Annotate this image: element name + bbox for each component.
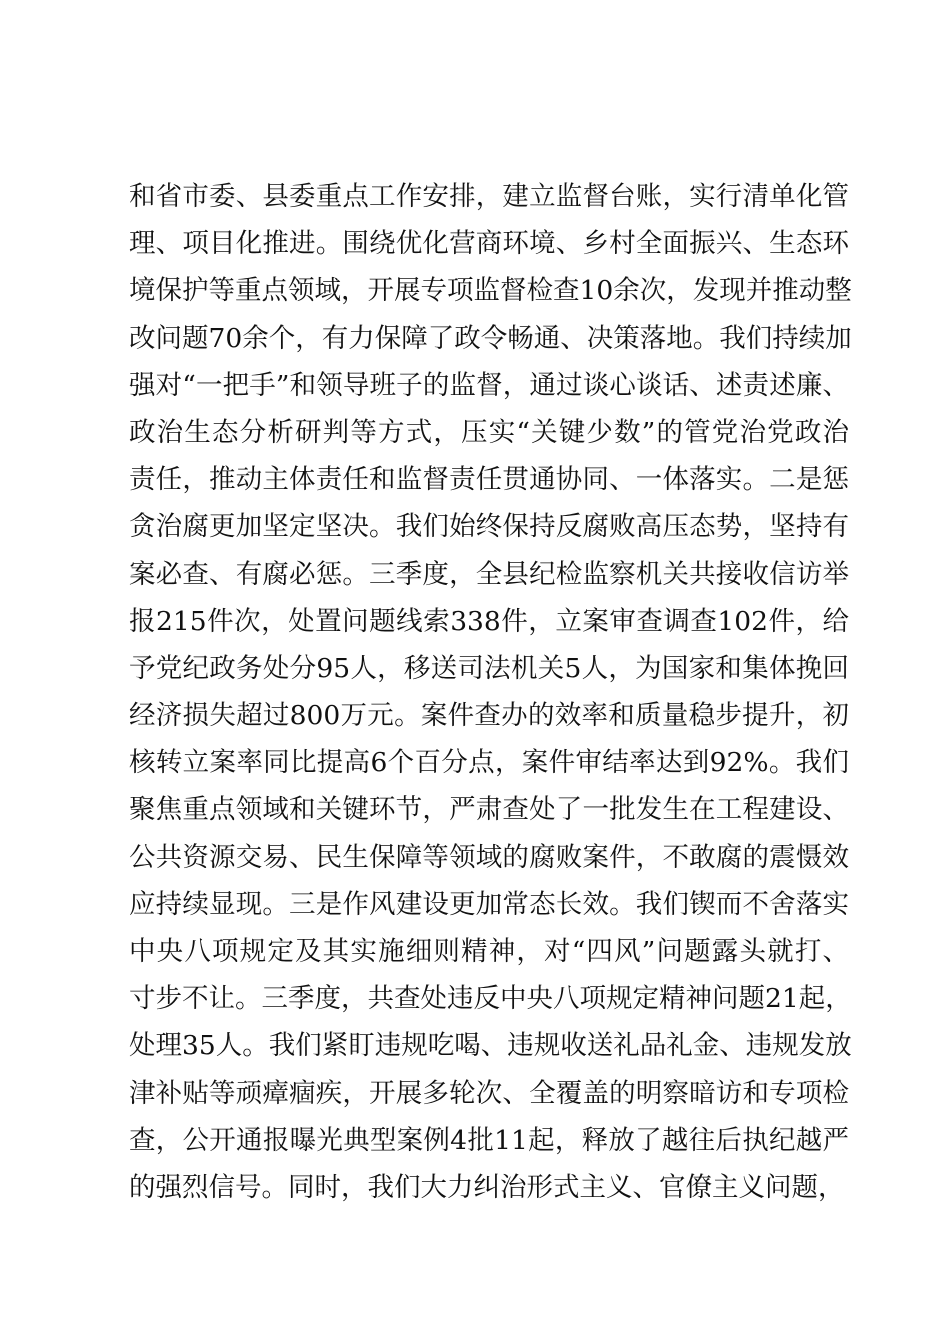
text-line-18: 寸步不让。三季度，共查处违反中央八项规定精神问题21起， — [129, 983, 852, 1015]
text-line-13: 核转立案率同比提高6个百分点，案件审结率达到92%。我们 — [129, 747, 849, 779]
text-line-6: 政治生态分析研判等方式，压实“关键少数”的管党治党政治 — [129, 416, 849, 448]
text-line-20: 津补贴等顽瘴痼疾，开展多轮次、全覆盖的明察暗访和专项检 — [129, 1077, 849, 1109]
text-line-21: 查，公开通报曝光典型案例4批11起，释放了越往后执纪越严 — [129, 1124, 849, 1156]
text-line-11: 予党纪政务处分95人，移送司法机关5人，为国家和集体挽回 — [129, 652, 849, 684]
text-line-10: 报215件次，处置问题线索338件，立案审查调查102件，给 — [129, 605, 849, 637]
text-line-9: 案必查、有腐必惩。三季度，全县纪检监察机关共接收信访举 — [129, 558, 849, 590]
text-line-17: 中央八项规定及其实施细则精神，对“四风”问题露头就打、 — [129, 936, 849, 967]
text-line-22: 的强烈信号。同时，我们大力纠治形式主义、官僚主义问题， — [129, 1171, 845, 1203]
text-line-15: 公共资源交易、民生保障等领域的腐败案件，不敢腐的震慑效 — [129, 841, 849, 873]
text-line-1: 和省市委、县委重点工作安排，建立监督台账，实行清单化管 — [129, 181, 849, 212]
text-line-14: 聚焦重点领域和关键环节，严肃查处了一批发生在工程建设、 — [129, 794, 849, 826]
text-line-19: 处理35人。我们紧盯违规吃喝、违规收送礼品礼金、违规发放 — [129, 1030, 852, 1062]
text-line-16: 应持续显现。三是作风建设更加常态长效。我们锲而不舍落实 — [129, 888, 849, 920]
text-line-7: 责任，推动主体责任和监督责任贯通协同、一体落实。二是惩 — [129, 464, 849, 496]
text-line-12: 经济损失超过800万元。案件查办的效率和质量稳步提升，初 — [129, 700, 849, 732]
text-line-3: 境保护等重点领域，开展专项监督检查10余次，发现并推动整 — [129, 275, 852, 307]
text-line-8: 贪治腐更加坚定坚决。我们始终保持反腐败高压态势，坚持有 — [129, 511, 849, 543]
text-line-4: 改问题70余个，有力保障了政令畅通、决策落地。我们持续加 — [129, 322, 852, 354]
text-line-5: 强对“一把手”和领导班子的监督，通过谈心谈话、述责述廉、 — [129, 369, 849, 401]
text-line-2: 理、项目化推进。围绕优化营商环境、乡村全面振兴、生态环 — [129, 228, 849, 260]
body-paragraph — [129, 173, 852, 1211]
